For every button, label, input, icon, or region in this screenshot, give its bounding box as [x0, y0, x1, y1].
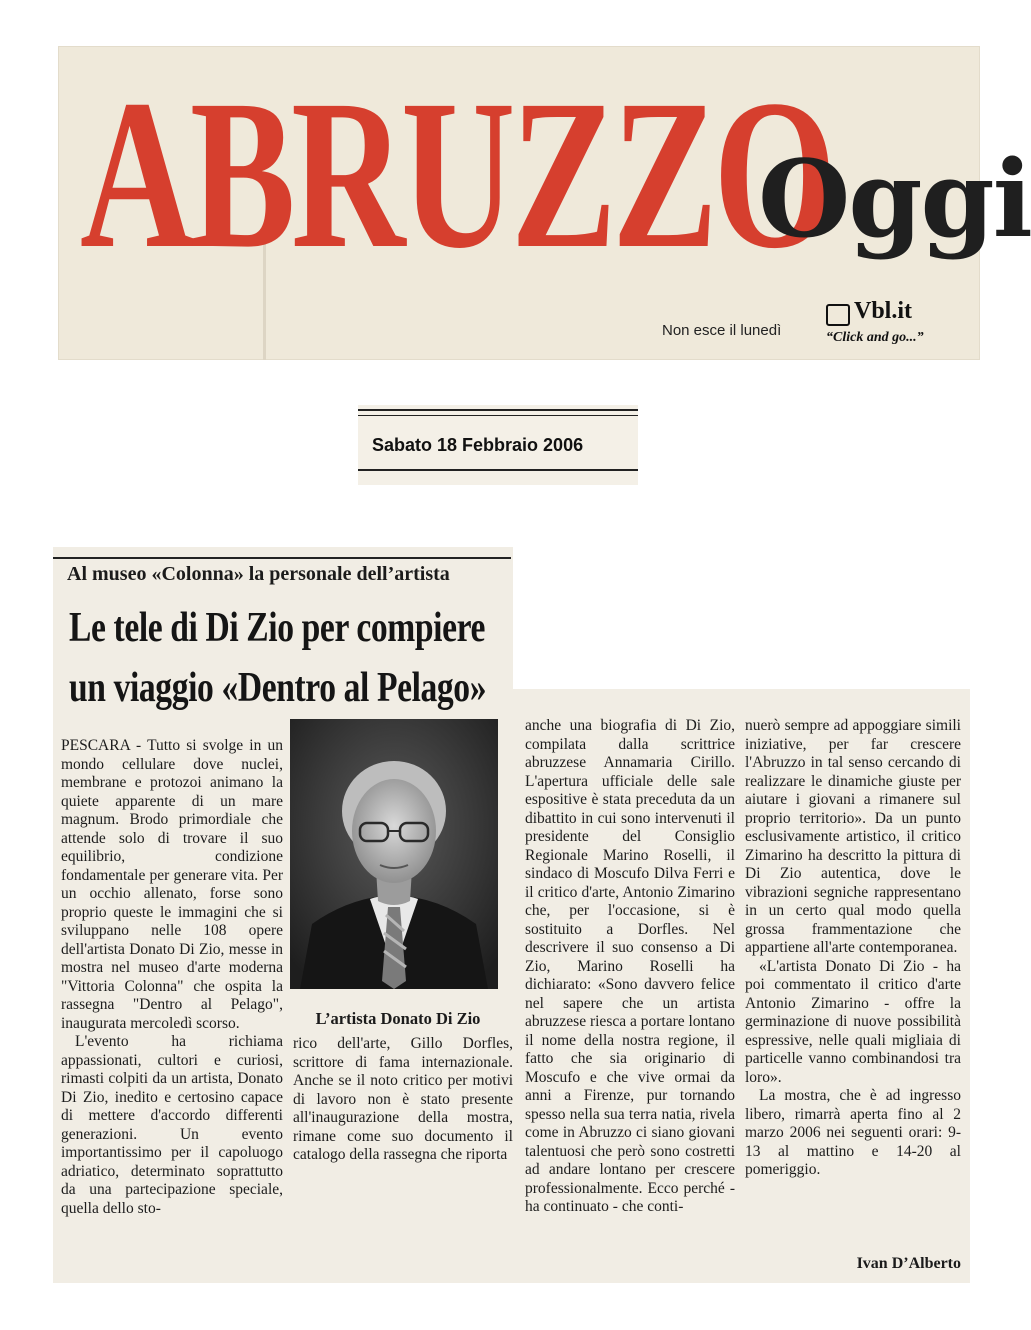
- article-kicker: Al museo «Colonna» la personale dell’artista: [67, 563, 450, 585]
- col4-paragraph-2: «L'artista Donato Di Zio - ha poi commentato il critico d'arte Antonio Zimarino - offre la germinazione di nuove possibilità espressive, nelle quali migliaia di particelle vanno combinandosi tra loro».: [745, 957, 961, 1086]
- portrait-image: [290, 719, 498, 989]
- masthead-tagline: Non esce il lunedì: [662, 322, 782, 339]
- photo-caption: L’artista Donato Di Zio: [315, 1009, 481, 1028]
- article-column-3: [525, 717, 735, 1217]
- col1-paragraph-2: L'evento ha richiama appassionati, cultori e curiosi, rimasti colpiti da un artista, Donato Di Zio, inedito e certosino capace di mettere d'accordo differenti generazioni. Un evento importantissimo per il capoluogo adriatico, determinato soprattutto da una partecipazione speciale, quella dello sto-: [61, 1033, 283, 1217]
- col4-paragraph-1: nuerò sempre ad appoggiare simili iniziative, per far crescere l'Abruzzo in tal senso cercando di realizzare le dinamiche giuste per aiutare i giovani a rimanere sul proprio territorio». Da un punto esclusivamente artistico, il critico Zimarino ha descritto la pittura di Di Zio autentica, dove le vibrazioni segniche rappresentano in un certo qual modo quella grossa frammentazione che appartiene all'arte contemporanea.: [745, 717, 961, 956]
- article-column-4: [745, 717, 961, 1180]
- col1-paragraph-1: PESCARA - Tutto si svolge in un mondo cellulare dove nuclei, membrane e protozoi animano la quiete apparente di un mare magnum. Brodo primordiale che attende solo di trovare il suo equilibrio, condizione fondamentale per generare vita. Per un occhio allenato, forse sono proprio queste le immagini che si sviluppano nelle 108 opere dell'artista Donato Di Zio, messe in mostra nel museo d'arte moderna "Vittoria Colonna" che ospita la rassegna "Dentro al Pelago", inaugurata mercoledì scorso.: [61, 737, 283, 1032]
- partner-slogan: “Click and go...”: [826, 330, 924, 345]
- partner-name: Vbl.it: [854, 298, 913, 324]
- date-rule-bottom: [358, 469, 638, 471]
- date-rule-top: [358, 409, 638, 411]
- artist-photo: [290, 719, 498, 989]
- headline-line-2: un viaggio «Dentro al Pelago»: [69, 665, 487, 711]
- headline-line-1: Le tele di Di Zio per compiere: [69, 605, 486, 651]
- masthead-clipping: [58, 46, 1031, 360]
- vbl-logo-icon: [826, 304, 850, 326]
- col4-paragraph-3: La mostra, che è ad ingresso libero, rimarrà aperta fino al 2 marzo 2006 nei seguenti orari: 9-13 al mattino e 14-20 al pomeriggio.: [745, 1087, 961, 1178]
- clipping-cut-area: [513, 547, 970, 689]
- masthead-title: ABRUZZO: [80, 56, 833, 293]
- masthead-subtitle: Oggi: [758, 136, 1031, 261]
- article-column-2: [293, 1035, 513, 1165]
- article-top-rule: [53, 557, 511, 559]
- col2-paragraph-1: rico dell'arte, Gillo Dorfles, scrittore di fama internazionale. Anche se il noto critico per motivi di lavoro non è stato presente all'inaugurazione della mostra, rimane come suo documento il catalogo della rassegna che riporta: [293, 1035, 513, 1163]
- article-column-1: [61, 737, 283, 1218]
- date-rule-top-thin: [358, 415, 638, 416]
- date-clipping: [358, 405, 638, 485]
- col3-paragraph-1: anche una biografia di Di Zio, compilata dalla scrittrice abruzzese Annamaria Cirillo. L'apertura ufficiale delle sale espositive è stata preceduta da un dibattito in cui sono intervenuti il presidente del Consiglio Regionale Marino Roselli, il sindaco di Moscufo Dilva Ferri e il critico d'arte, Antonio Zimarino che, per l'occasione, si è sostituito a Dorfles. Nel descrivere il suo consenso a Di Zio, Marino Roselli ha dichiarato: «Sono davvero felice nel sapere che un artista abruzzese riesca a portare lontano il nome della nostra regione, il fatto che sia originario di Moscufo e che vive ormai da anni a Firenze, pur tornando spesso nella sua terra natia, rivela come in Abruzzo ci siano giovani talentuosi che però sono costretti ad andare lontano per crescere professionalmente. Ecco perché - ha continuato - che conti-: [525, 717, 735, 1215]
- edition-date: Sabato 18 Febbraio 2006: [372, 435, 584, 455]
- article-byline: Ivan D’Alberto: [856, 1255, 961, 1272]
- article-clipping: [53, 547, 970, 1283]
